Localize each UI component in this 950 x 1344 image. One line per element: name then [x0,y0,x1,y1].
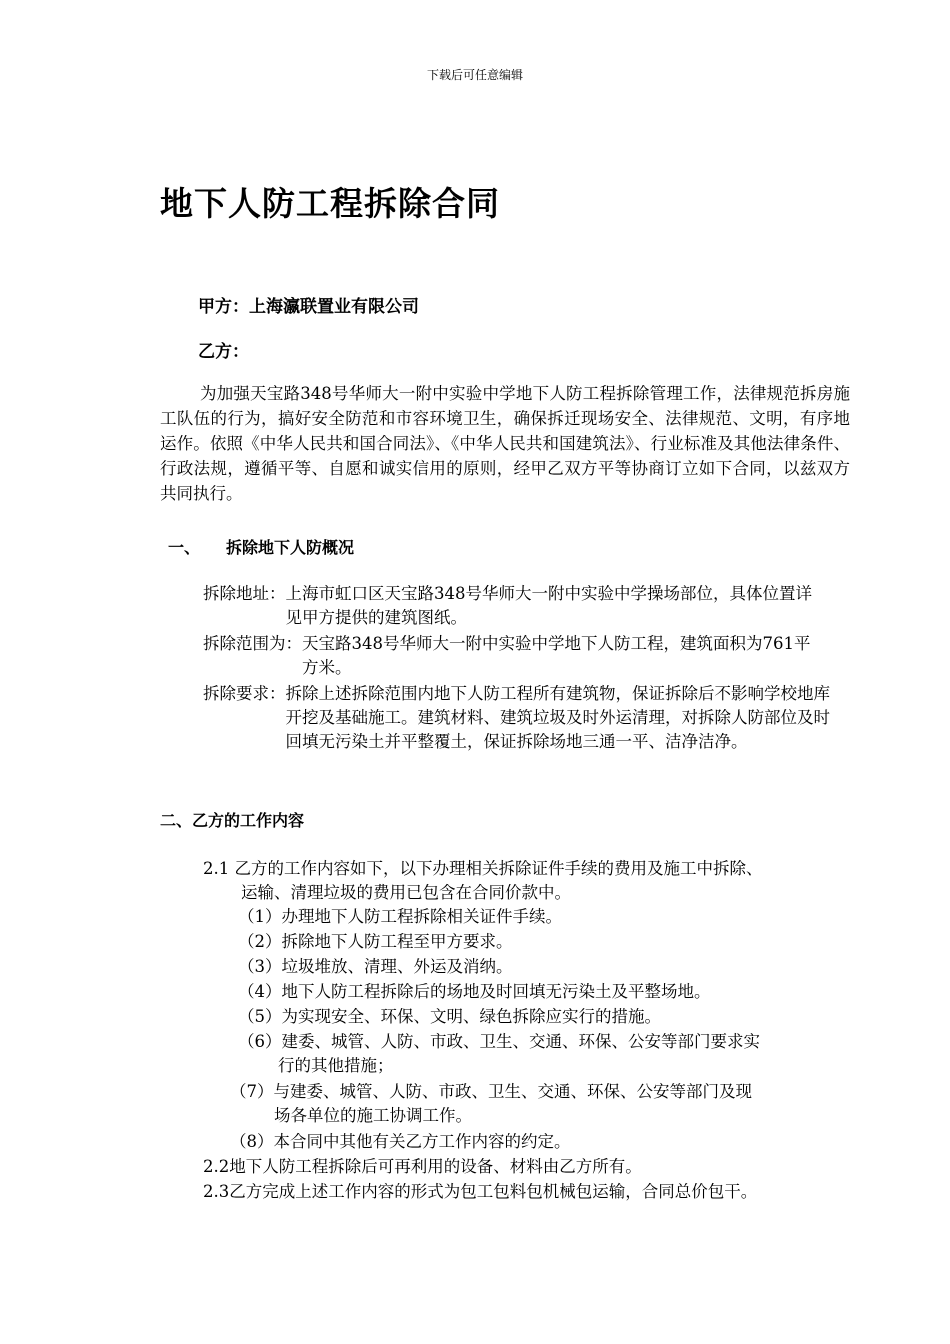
work-item-6-line1: （6）建委、城管、人防、市政、卫生、交通、环保、公安等部门要求实 [238,1032,760,1051]
section-1-title: 拆除地下人防概况 [226,538,355,557]
work-item-2: （2）拆除地下人防工程至甲方要求。 [238,932,513,951]
clause-2-3: 2.3乙方完成上述工作内容的形式为包工包料包机械包运输，合同总价包干。 [203,1182,758,1201]
party-a: 甲方：上海瀛联置业有限公司 [198,297,419,317]
section-2-heading: 二、乙方的工作内容 [160,811,305,830]
item-text: 上海市虹口区天宝路348号华师大一附中实验中学操场部位，具体位置详见甲方提供的建筑图纸。 [285,584,812,627]
work-item-5: （5）为实现安全、环保、文明、绿色拆除应实行的措施。 [238,1007,661,1026]
work-item-3: （3）垃圾堆放、清理、外运及消纳。 [238,957,513,976]
work-item-7-line1: （7）与建委、城管、人防、市政、卫生、交通、环保、公安等部门及现 [230,1082,752,1101]
item-label: 拆除地址： [203,584,286,603]
work-item-8: （8）本合同中其他有关乙方工作内容的约定。 [230,1132,571,1151]
demolition-requirements [203,682,831,754]
party-b: 乙方： [198,342,249,362]
work-item-1: （1）办理地下人防工程拆除相关证件手续。 [238,907,562,926]
clause-2-2: 2.2地下人防工程拆除后可再利用的设备、材料由乙方所有。 [203,1157,642,1176]
section-1-heading [168,535,354,558]
clause-2-1-line1: 2.1 乙方的工作内容如下，以下办理相关拆除证件手续的费用及施工中拆除、 [203,859,763,878]
work-item-7 [230,1080,840,1128]
section-1-number: 一、 [168,538,201,557]
intro-paragraph: 为加强天宝路348号华师大一附中实验中学地下人防工程拆除管理工作，法律规范拆房施工队伍的行为，搞好安全防范和市容环境卫生，确保拆迁现场安全、法律规范、文明，有序地运作。依照《中华人民共和国合同法》、《中华人民共和国建筑法》、行业标准及其他法律条件、行政法规，遵循平等、自愿和诚实信用的原则，经甲乙双方平等协商订立如下合同，以兹双方共同执行。 [160,384,850,503]
work-item-6-line2: 行的其他措施； [278,1056,394,1075]
item-label: 拆除范围为： [203,634,302,653]
work-item-4: （4）地下人防工程拆除后的场地及时回填无污染土及平整场地。 [238,982,711,1001]
page-header-note: 下载后可任意编辑 [426,68,523,82]
demolition-address [203,582,826,630]
item-text: 拆除上述拆除范围内地下人防工程所有建筑物，保证拆除后不影响学校地库开挖及基础施工。建筑材料、建筑垃圾及时外运清理，对拆除人防部位及时回填无污染土并平整覆土，保证拆除场地三通一平、洁净洁净。 [285,684,830,751]
item-label: 拆除要求： [203,684,286,703]
clause-2-1 [203,857,853,905]
demolition-scope [203,632,824,680]
item-text: 天宝路348号华师大一附中实验中学地下人防工程，建筑面积为761平方米。 [302,634,811,677]
document-title: 地下人防工程拆除合同 [160,184,500,223]
work-item-7-line2: 场各单位的施工协调工作。 [274,1106,472,1125]
clause-2-1-line2: 运输、清理垃圾的费用已包含在合同价款中。 [241,883,571,902]
work-item-6 [238,1030,838,1078]
